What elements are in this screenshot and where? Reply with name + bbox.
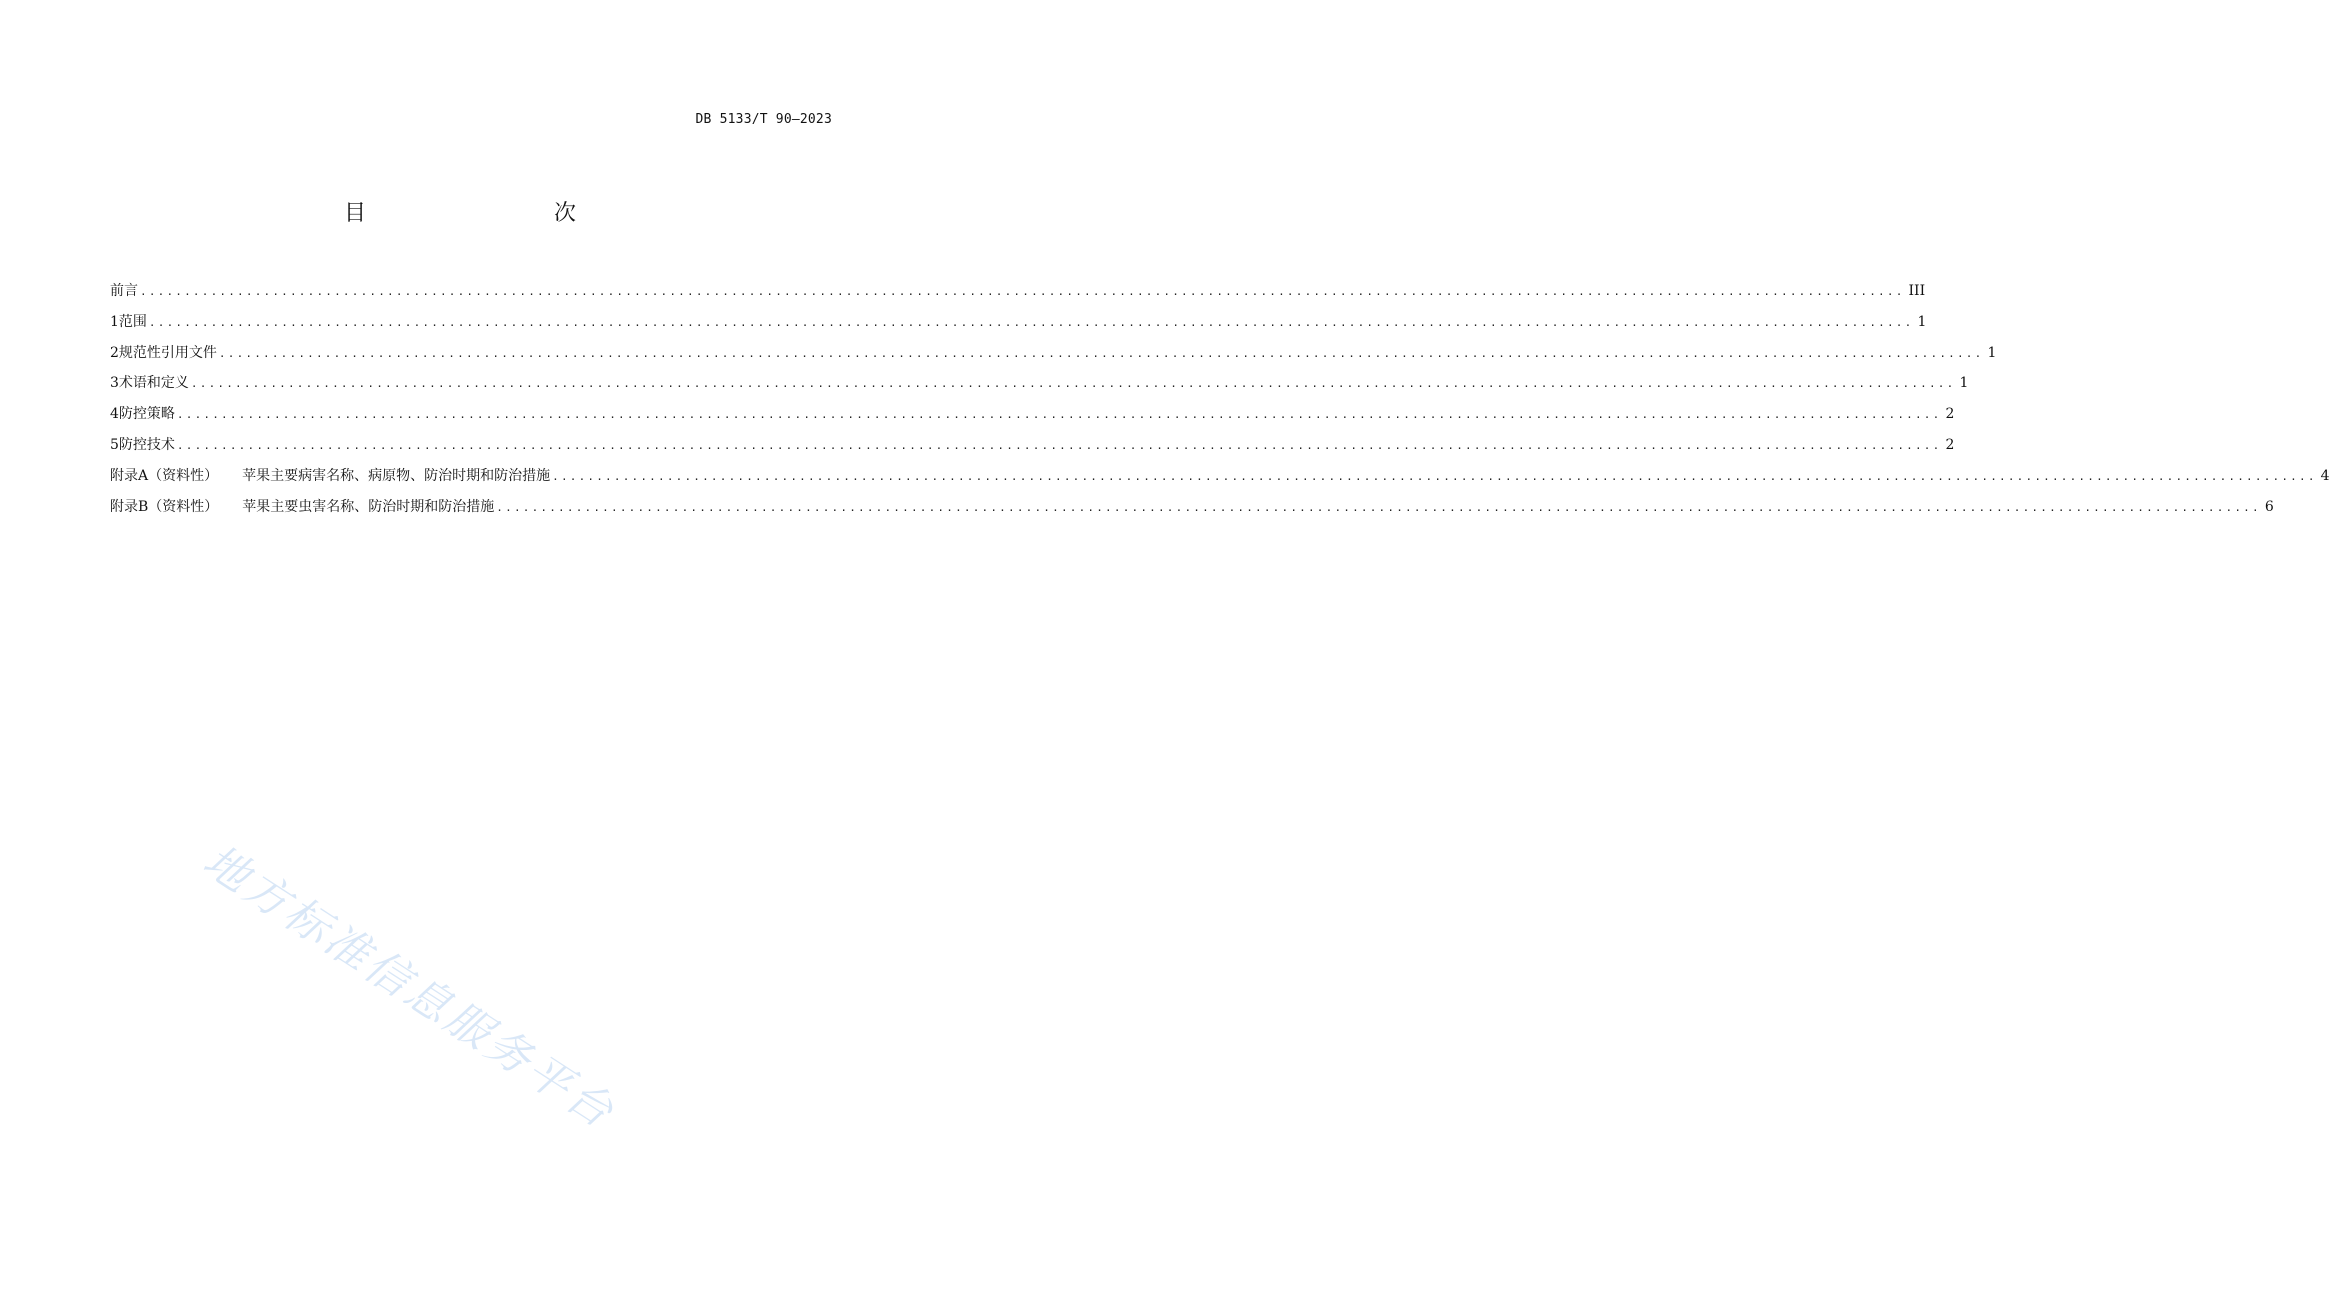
toc-entry-number: 3 [110,375,119,392]
toc-entry-label: 防控技术 [118,436,175,453]
toc-entry-page: 1 [1987,344,1997,361]
toc-leader-dots: ........................................................................................................................................................................................................ [218,346,1984,360]
toc-leader-dots: ........................................................................................................................................................................................................ [552,469,2317,483]
toc-entry-label: 苹果主要虫害名称、防治时期和防治措施 [242,498,495,515]
toc-entry-annex-tag: 附录B（资料性） [110,498,219,515]
toc-entry-page: 2 [1945,436,1955,453]
toc-entry-page: 1 [1917,313,1927,330]
toc-leader-dots: ........................................................................................................................................................................................................ [148,315,1914,329]
toc-entry-label: 前言 [110,283,138,299]
toc-entry-scope[interactable] [110,311,1927,342]
toc-entry-page: 4 [2320,467,2330,484]
watermark: 地方标准信息服务平台 [194,835,625,1140]
toc-entry-number: 5 [110,436,119,453]
toc-entry-page: 1 [1959,375,1969,392]
toc-entry-annex-tag: 附录A（资料性） [110,467,219,484]
page-title: 目 次 [343,201,624,226]
toc-entry-page: III [1908,283,1926,299]
toc-entry-number: 1 [110,313,119,330]
toc-entry-control-strategy[interactable] [110,403,1955,434]
toc-entry-label: 范围 [118,313,147,330]
toc-entry-normative-references[interactable] [110,342,1997,373]
document-code: DB 5133/T 90—2023 [695,112,832,127]
toc-entry-number: 4 [110,406,119,423]
toc-leader-dots: ........................................................................................................................................................................................................ [140,285,1905,298]
toc-leader-dots: ........................................................................................................................................................................................................ [176,438,1942,452]
toc-entry-annex-a[interactable] [110,465,2330,496]
table-of-contents [110,280,2330,526]
toc-entry-foreword[interactable] [110,280,1926,311]
toc-entry-label: 术语和定义 [118,375,189,392]
toc-entry-label: 苹果主要病害名称、病原物、防治时期和防治措施 [242,467,551,484]
toc-leader-dots: ........................................................................................................................................................................................................ [176,408,1942,422]
toc-leader-dots: ........................................................................................................................................................................................................ [496,500,2261,514]
toc-entry-number: 2 [110,344,119,361]
toc-entry-label: 规范性引用文件 [118,344,217,361]
toc-entry-page: 6 [2264,498,2274,515]
toc-entry-label: 防控策略 [118,406,175,423]
toc-entry-page: 2 [1945,406,1955,423]
toc-leader-dots: ........................................................................................................................................................................................................ [190,377,1956,391]
toc-entry-terms-definitions[interactable] [110,372,1969,403]
toc-entry-control-technology[interactable] [110,434,1955,465]
toc-entry-annex-b[interactable] [110,496,2274,527]
